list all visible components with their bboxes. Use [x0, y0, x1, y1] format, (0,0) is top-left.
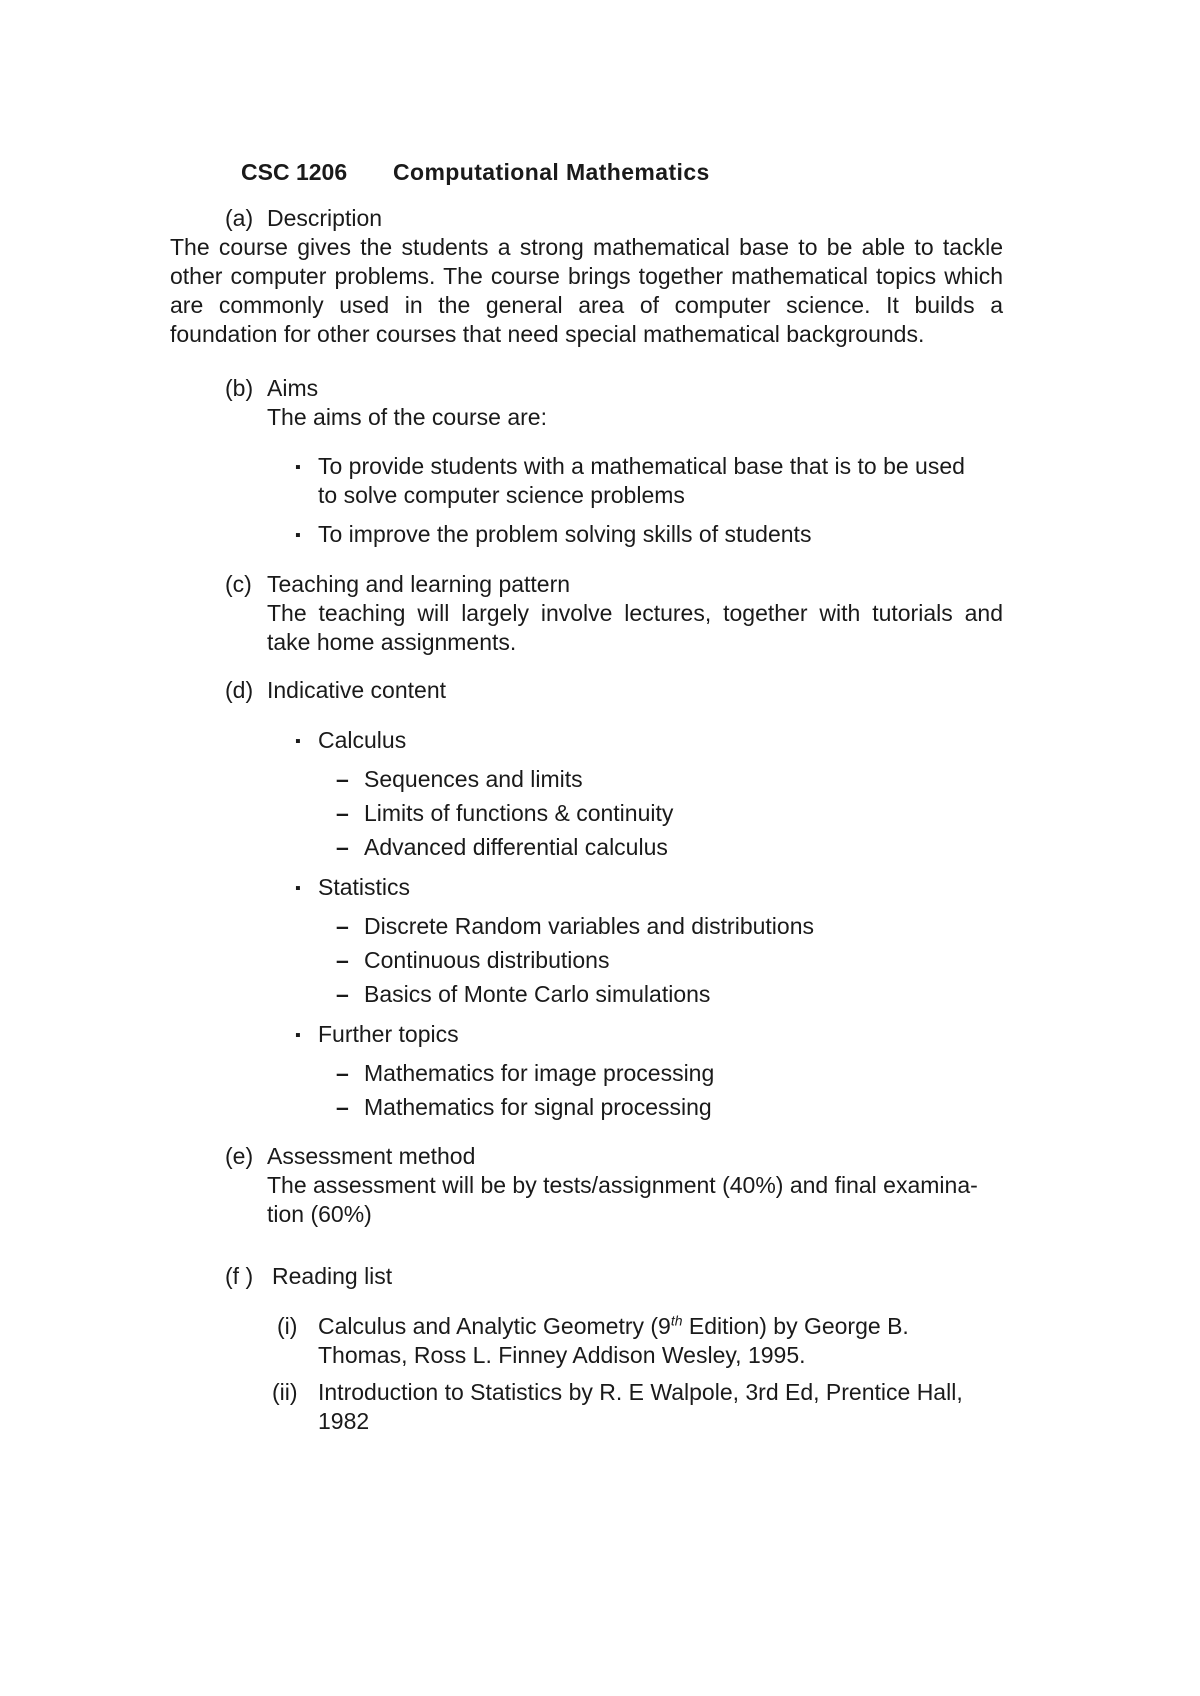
- aim-bullet-1: [295, 452, 318, 482]
- section-a-title: Description: [267, 205, 383, 231]
- section-b-title: Aims: [267, 375, 319, 401]
- topic-statistics: [295, 873, 410, 903]
- subtopic-item: [336, 980, 710, 1009]
- subtopic-item: [336, 912, 814, 941]
- section-c-heading: [225, 570, 570, 599]
- subtopic-text: Discrete Random variables and distributions: [364, 913, 814, 939]
- reference-1-line-2: Thomas, Ross L. Finney Addison Wesley, 1995.: [318, 1342, 806, 1368]
- aim-item-1: To provide students with a mathematical base that is to be used to solve computer science problems: [318, 453, 965, 508]
- subtopic-text: Mathematics for image processing: [364, 1060, 715, 1086]
- bullet-icon: ▪: [295, 459, 301, 476]
- course-name: Computational Mathematics: [393, 159, 710, 185]
- superscript: th: [670, 1312, 683, 1329]
- dash-icon: –: [336, 913, 349, 939]
- section-c-label: (c): [225, 571, 252, 597]
- section-d-heading: [225, 676, 446, 705]
- aim-bullet-2: [295, 520, 318, 550]
- topic-name: Statistics: [318, 874, 411, 900]
- topic-calculus: [295, 726, 406, 756]
- dash-icon: –: [336, 800, 349, 826]
- section-d-title: Indicative content: [267, 677, 447, 703]
- topic-name: Calculus: [318, 727, 407, 753]
- section-f-label: (f ): [225, 1263, 254, 1289]
- dash-icon: –: [336, 981, 349, 1007]
- dash-icon: –: [336, 1060, 349, 1086]
- dash-icon: –: [336, 766, 349, 792]
- topic-further: [295, 1020, 459, 1050]
- subtopic-text: Basics of Monte Carlo simulations: [364, 981, 711, 1007]
- subtopic-item: [336, 833, 668, 862]
- section-d-label: (d): [225, 677, 254, 703]
- assessment-line-1: The assessment will be by tests/assignment (40%) and final examina-: [267, 1172, 978, 1198]
- dash-icon: –: [336, 1094, 349, 1120]
- section-e-label: (e): [225, 1143, 254, 1169]
- subtopic-item: [336, 765, 583, 794]
- subtopic-item: [336, 799, 673, 828]
- topic-name: Further topics: [318, 1021, 459, 1047]
- section-a-label: (a): [225, 205, 254, 231]
- course-code: CSC 1206: [241, 159, 348, 185]
- aim-item-2: To improve the problem solving skills of students: [318, 521, 812, 547]
- assessment-line-2: tion (60%): [267, 1201, 372, 1227]
- section-f-title: Reading list: [272, 1263, 393, 1289]
- subtopic-text: Mathematics for signal processing: [364, 1094, 712, 1120]
- section-e-heading: [225, 1142, 475, 1171]
- subtopic-text: Sequences and limits: [364, 766, 583, 792]
- reference-2-line-1: Introduction to Statistics by R. E Walpole, 3rd Ed, Prentice Hall,: [318, 1379, 963, 1405]
- dash-icon: –: [336, 947, 349, 973]
- description-paragraph: The course gives the students a strong mathematical base to be able to tackle other computer problems. The course brings together mathematical topics which are commonly used in the general area of computer science. It builds a foundation for other courses that need special mathematical backgrounds.: [170, 234, 1003, 347]
- section-f-heading: [225, 1262, 392, 1291]
- subtopic-text: Limits of functions & continuity: [364, 800, 674, 826]
- course-title: [241, 158, 710, 187]
- subtopic-item: [336, 946, 609, 975]
- reference-1-line-1: [318, 1312, 909, 1341]
- section-b-label: (b): [225, 375, 254, 401]
- section-a-heading: [225, 204, 382, 233]
- ref-text: Calculus and Analytic Geometry (9: [318, 1313, 671, 1339]
- section-c-title: Teaching and learning pattern: [267, 571, 571, 597]
- subtopic-item: [336, 1059, 714, 1088]
- bullet-icon: ▪: [295, 880, 301, 897]
- subtopic-text: Advanced differential calculus: [364, 834, 668, 860]
- reference-2-line-2: 1982: [318, 1408, 370, 1434]
- aims-intro: The aims of the course are:: [267, 404, 547, 430]
- ref-number: (ii): [272, 1379, 298, 1405]
- bullet-icon: ▪: [295, 733, 301, 750]
- bullet-icon: ▪: [295, 1027, 301, 1044]
- bullet-icon: ▪: [295, 527, 301, 544]
- teaching-paragraph: The teaching will largely involve lectures, together with tutorials and take home assignments.: [267, 600, 1003, 655]
- dash-icon: –: [336, 834, 349, 860]
- section-e-title: Assessment method: [267, 1143, 476, 1169]
- ref-number: (i): [277, 1313, 298, 1339]
- ref-text: Edition) by George B.: [682, 1313, 909, 1339]
- section-b-heading: [225, 374, 318, 403]
- subtopic-text: Continuous distributions: [364, 947, 610, 973]
- subtopic-item: [336, 1093, 712, 1122]
